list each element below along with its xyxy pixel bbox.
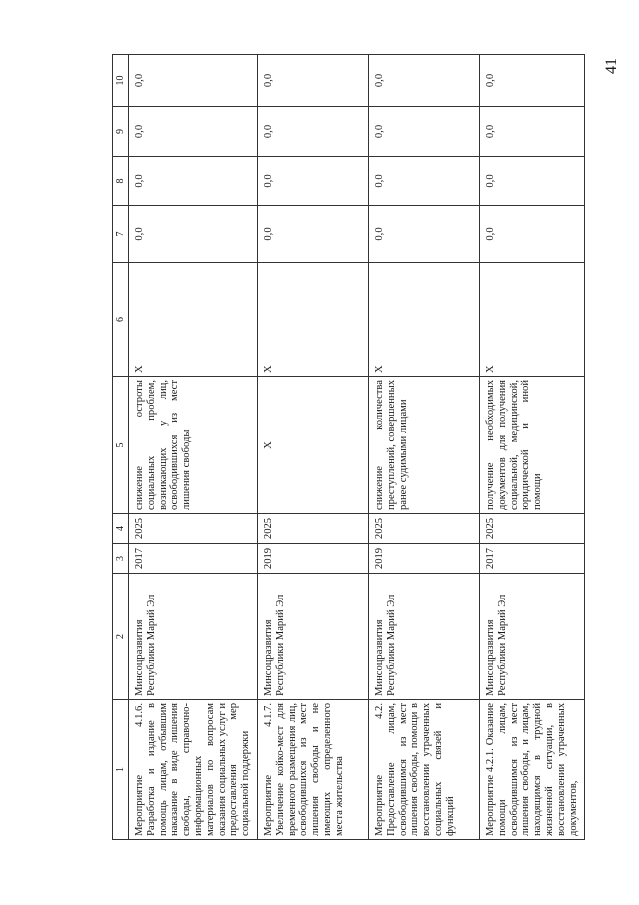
measure-cell: Мероприятие 4.1.6. Разработка и издание в помощь лицам, отбывшим наказание в виде лишения свободы, справочно-информационных материалов по вопросам оказания социальных услуг и предоставления мер социальной поддержки [129,700,258,840]
start-year-cell: 2017 [479,544,584,574]
measure-cell: Мероприятие 4.1.7. Увеличение койко-мест для временного размещения лиц, освободившихся из мест лишения свободы и не имеющих определенного места жительства [257,700,368,840]
column-header: 2 [113,574,129,700]
page-number: 41 [603,58,620,74]
mark-cell: Х [129,263,258,377]
start-year-cell: 2017 [129,544,258,574]
executor-cell: Минсоцразвития Республики Марий Эл [257,574,368,700]
executor-cell: Минсоцразвития Республики Марий Эл [129,574,258,700]
value-cell: 0,0 [257,206,368,263]
value-cell: 0,0 [368,206,479,263]
value-cell: 0,0 [129,206,258,263]
column-number-header-row [113,55,129,840]
result-cell: Х [257,377,368,514]
column-header: 7 [113,206,129,263]
start-year-cell: 2019 [257,544,368,574]
end-year-cell: 2025 [129,514,258,544]
value-cell: 0,0 [368,107,479,157]
result-cell: снижение количества преступлений, совершенных ранее судимыми лицами [368,377,479,514]
column-header: 1 [113,700,129,840]
value-cell: 0,0 [368,157,479,206]
start-year-cell: 2019 [368,544,479,574]
value-cell: 0,0 [129,157,258,206]
value-cell: 0,0 [479,107,584,157]
measure-cell: Мероприятие 4.2. Предоставление лицам, освободившимся из мест лишения свободы, помощи в восстановлении утраченных социальных связей и функций [368,700,479,840]
table-row [257,55,368,840]
value-cell: 0,0 [479,157,584,206]
mark-cell: Х [479,263,584,377]
value-cell: 0,0 [479,55,584,107]
column-header: 5 [113,377,129,514]
column-header: 8 [113,157,129,206]
column-header: 4 [113,514,129,544]
measure-cell: Мероприятие 4.2.1. Оказание помощи лицам, освободившимся из мест лишения свободы, и лицам, находящимся в трудной жизненной ситуации, в восстановлении утраченных документов, [479,700,584,840]
value-cell: 0,0 [479,206,584,263]
executor-cell: Минсоцразвития Республики Марий Эл [368,574,479,700]
column-header: 10 [113,55,129,107]
table-row [479,55,584,840]
value-cell: 0,0 [129,55,258,107]
end-year-cell: 2025 [257,514,368,544]
program-measures-table [112,54,585,840]
value-cell: 0,0 [129,107,258,157]
column-header: 3 [113,544,129,574]
result-cell: получение необходимых документов для получения социальной, медицинской, юридической и иной помощи [479,377,584,514]
table-row [368,55,479,840]
column-header: 6 [113,263,129,377]
value-cell: 0,0 [257,157,368,206]
value-cell: 0,0 [368,55,479,107]
result-cell: снижение остроты социальных проблем, возникающих у лиц, освободившихся из мест лишения свободы [129,377,258,514]
table-row [129,55,258,840]
value-cell: 0,0 [257,107,368,157]
end-year-cell: 2025 [479,514,584,544]
mark-cell: Х [257,263,368,377]
value-cell: 0,0 [257,55,368,107]
end-year-cell: 2025 [368,514,479,544]
mark-cell: Х [368,263,479,377]
executor-cell: Минсоцразвития Республики Марий Эл [479,574,584,700]
column-header: 9 [113,107,129,157]
